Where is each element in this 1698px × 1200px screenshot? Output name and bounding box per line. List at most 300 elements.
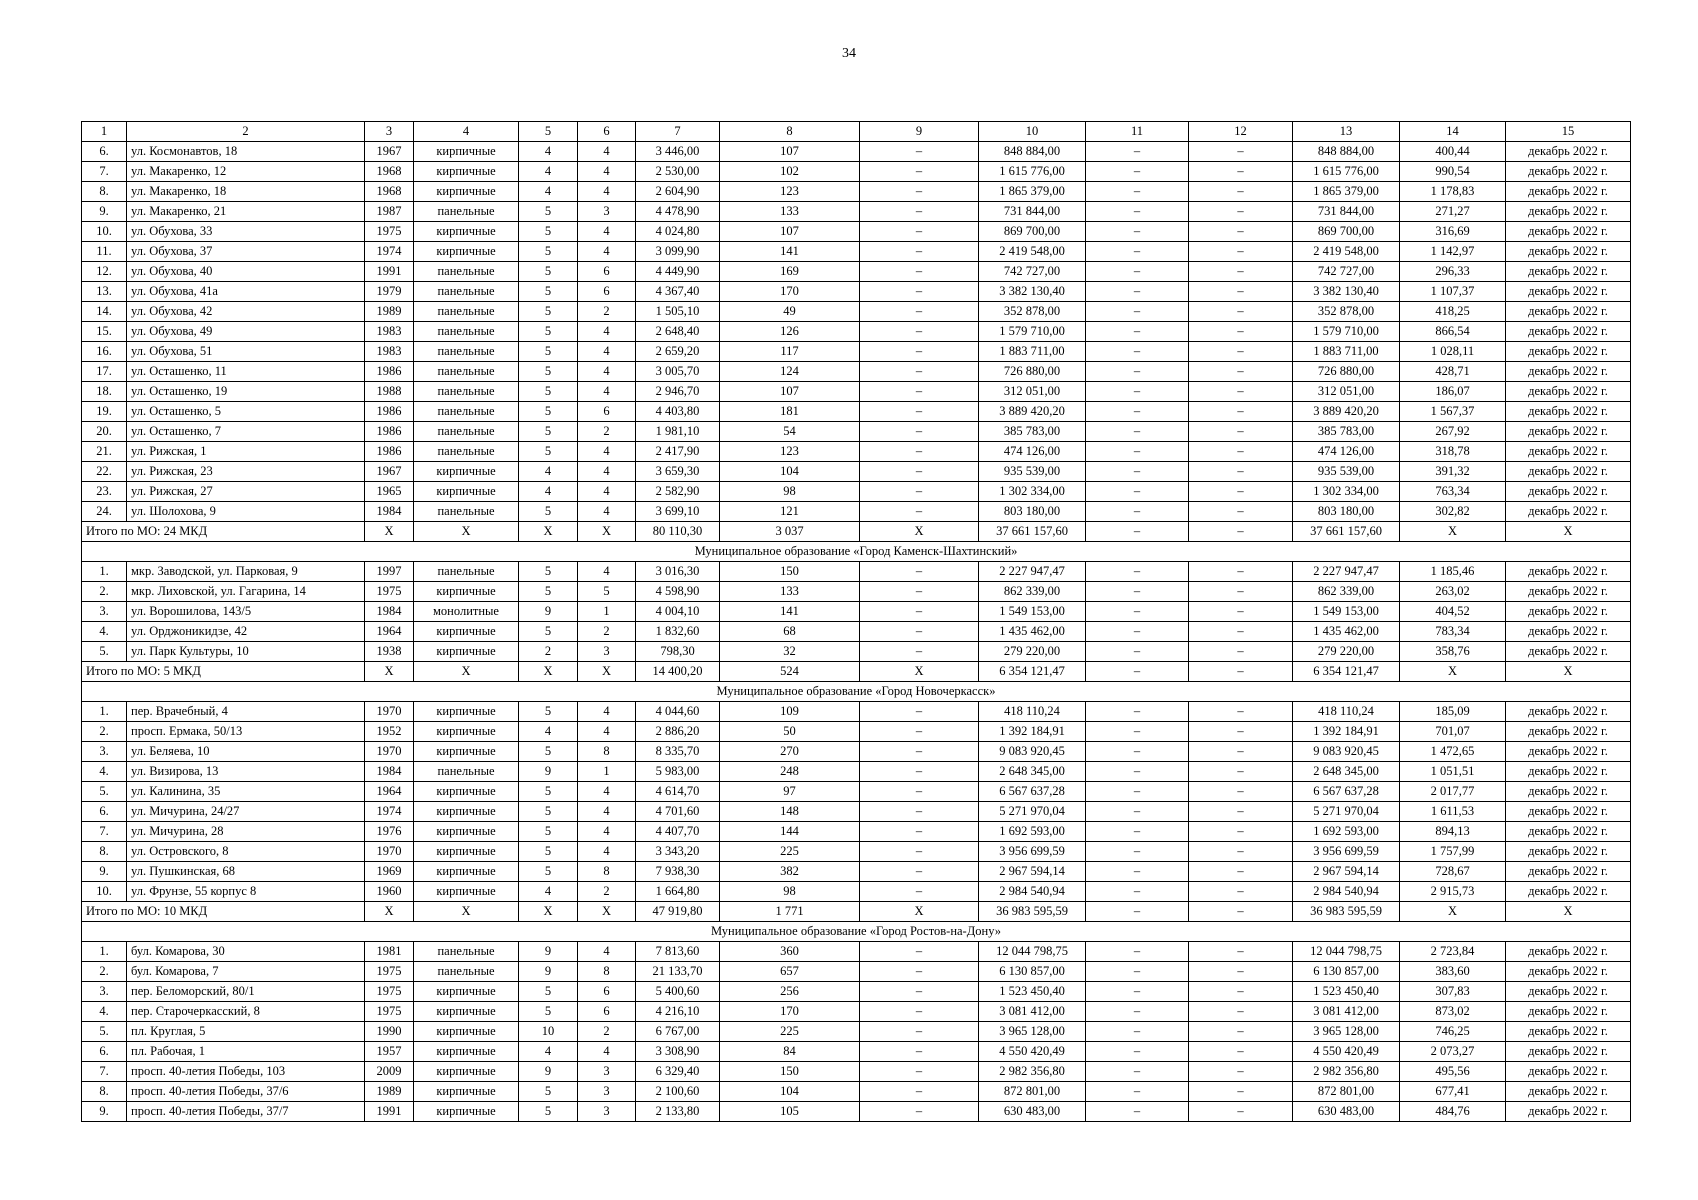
address-cell: ул. Орджоникидзе, 42 <box>127 622 365 642</box>
table-cell: 385 783,00 <box>1293 422 1400 442</box>
table-cell: – <box>1086 202 1189 222</box>
table-cell: – <box>860 322 979 342</box>
table-cell: 726 880,00 <box>979 362 1086 382</box>
table-cell: – <box>860 782 979 802</box>
table-cell: 1991 <box>365 1102 414 1122</box>
table-cell: – <box>1189 442 1293 462</box>
total-cell: – <box>1086 662 1189 682</box>
table-cell: – <box>860 822 979 842</box>
table-cell: 3 446,00 <box>636 142 720 162</box>
table-cell: 1938 <box>365 642 414 662</box>
table-cell: 4 <box>578 562 636 582</box>
column-number-cell: 11 <box>1086 122 1189 142</box>
table-cell: 1 472,65 <box>1400 742 1506 762</box>
table-cell: декабрь 2022 г. <box>1506 502 1631 522</box>
table-cell: 495,56 <box>1400 1062 1506 1082</box>
table-cell: панельные <box>414 262 519 282</box>
table-cell: – <box>860 202 979 222</box>
total-cell: 3 037 <box>720 522 860 542</box>
table-cell: 10. <box>82 222 127 242</box>
table-cell: 9 <box>519 602 578 622</box>
table-cell: 1 549 153,00 <box>979 602 1086 622</box>
table-row <box>82 462 1631 482</box>
total-cell: 6 354 121,47 <box>1293 662 1400 682</box>
table-cell: панельные <box>414 942 519 962</box>
column-number-row <box>82 122 1631 142</box>
table-cell: 126 <box>720 322 860 342</box>
column-number-cell: 1 <box>82 122 127 142</box>
table-row <box>82 1102 1631 1122</box>
table-cell: 1 142,97 <box>1400 242 1506 262</box>
total-cell: X <box>860 522 979 542</box>
table-cell: 1 579 710,00 <box>979 322 1086 342</box>
municipality-header-row <box>82 682 1631 702</box>
table-cell: 873,02 <box>1400 1002 1506 1022</box>
table-cell: 2 419 548,00 <box>1293 242 1400 262</box>
table-cell: 109 <box>720 702 860 722</box>
table-cell: 3 081 412,00 <box>979 1002 1086 1022</box>
table-cell: 1 615 776,00 <box>979 162 1086 182</box>
table-cell: 3 956 699,59 <box>1293 842 1400 862</box>
table-cell: 24. <box>82 502 127 522</box>
table-cell: 1 <box>578 602 636 622</box>
table-cell: 4 <box>578 242 636 262</box>
table-cell: 3 343,20 <box>636 842 720 862</box>
address-cell: ул. Обухова, 37 <box>127 242 365 262</box>
table-cell: 3 956 699,59 <box>979 842 1086 862</box>
table-row <box>82 762 1631 782</box>
table-cell: 1 981,10 <box>636 422 720 442</box>
table-cell: – <box>1086 222 1189 242</box>
table-cell: – <box>1189 462 1293 482</box>
table-cell: декабрь 2022 г. <box>1506 762 1631 782</box>
table-cell: – <box>1189 422 1293 442</box>
table-cell: 862 339,00 <box>979 582 1086 602</box>
table-cell: 2 227 947,47 <box>1293 562 1400 582</box>
table-cell: – <box>860 342 979 362</box>
table-cell: 7. <box>82 1062 127 1082</box>
table-cell: 763,34 <box>1400 482 1506 502</box>
table-cell: 4 <box>519 482 578 502</box>
table-cell: 1991 <box>365 262 414 282</box>
column-number-cell: 15 <box>1506 122 1631 142</box>
table-row <box>82 222 1631 242</box>
total-cell: 6 354 121,47 <box>979 662 1086 682</box>
table-cell: 358,76 <box>1400 642 1506 662</box>
table-cell: 3 659,30 <box>636 462 720 482</box>
total-cell: X <box>1400 902 1506 922</box>
address-cell: ул. Космонавтов, 18 <box>127 142 365 162</box>
table-cell: – <box>1086 302 1189 322</box>
table-cell: 3 005,70 <box>636 362 720 382</box>
table-cell: 1 028,11 <box>1400 342 1506 362</box>
table-cell: 5 <box>519 562 578 582</box>
table-cell: 1968 <box>365 182 414 202</box>
table-cell: 3 308,90 <box>636 1042 720 1062</box>
table-cell: декабрь 2022 г. <box>1506 802 1631 822</box>
table-cell: 1975 <box>365 222 414 242</box>
table-cell: 2 982 356,80 <box>1293 1062 1400 1082</box>
table-cell: 169 <box>720 262 860 282</box>
table-cell: – <box>1086 582 1189 602</box>
table-cell: 4 <box>578 842 636 862</box>
address-cell: ул. Ворошилова, 143/5 <box>127 602 365 622</box>
address-cell: ул. Осташенко, 19 <box>127 382 365 402</box>
table-cell: 4 <box>519 462 578 482</box>
table-cell: 5. <box>82 1022 127 1042</box>
table-cell: 6. <box>82 1042 127 1062</box>
table-cell: 21 133,70 <box>636 962 720 982</box>
housing-repair-table <box>81 121 1631 1122</box>
table-cell: 484,76 <box>1400 1102 1506 1122</box>
table-cell: 1967 <box>365 142 414 162</box>
table-cell: 5 <box>519 782 578 802</box>
municipality-title: Муниципальное образование «Город Ростов-на-Дону» <box>82 922 1631 942</box>
table-cell: 3 <box>578 1062 636 1082</box>
table-cell: 1 692 593,00 <box>979 822 1086 842</box>
table-cell: панельные <box>414 202 519 222</box>
table-cell: 2 <box>578 622 636 642</box>
table-cell: 3 382 130,40 <box>979 282 1086 302</box>
table-cell: декабрь 2022 г. <box>1506 142 1631 162</box>
table-cell: 1 435 462,00 <box>1293 622 1400 642</box>
table-cell: декабрь 2022 г. <box>1506 422 1631 442</box>
table-cell: 990,54 <box>1400 162 1506 182</box>
table-cell: 2. <box>82 722 127 742</box>
table-cell: 4 024,80 <box>636 222 720 242</box>
table-row <box>82 1022 1631 1042</box>
table-cell: 1 611,53 <box>1400 802 1506 822</box>
table-cell: 5 <box>519 502 578 522</box>
table-row <box>82 1042 1631 1062</box>
table-cell: 783,34 <box>1400 622 1506 642</box>
table-cell: 360 <box>720 942 860 962</box>
table-cell: – <box>1086 642 1189 662</box>
table-cell: панельные <box>414 422 519 442</box>
table-cell: 7. <box>82 162 127 182</box>
table-cell: 1 302 334,00 <box>1293 482 1400 502</box>
table-cell: кирпичные <box>414 582 519 602</box>
table-cell: кирпичные <box>414 462 519 482</box>
table-cell: 1984 <box>365 502 414 522</box>
table-cell: – <box>1086 162 1189 182</box>
table-cell: 8 <box>578 962 636 982</box>
municipality-title: Муниципальное образование «Город Новочеркасск» <box>82 682 1631 702</box>
column-number-cell: 12 <box>1189 122 1293 142</box>
table-cell: 2 <box>578 422 636 442</box>
total-cell: X <box>1506 902 1631 922</box>
table-cell: – <box>1086 1022 1189 1042</box>
table-cell: декабрь 2022 г. <box>1506 962 1631 982</box>
table-cell: кирпичные <box>414 702 519 722</box>
address-cell: мкр. Заводской, ул. Парковая, 9 <box>127 562 365 582</box>
table-cell: панельные <box>414 282 519 302</box>
column-number-cell: 8 <box>720 122 860 142</box>
table-cell: 1975 <box>365 1002 414 1022</box>
table-cell: – <box>860 882 979 902</box>
table-cell: 124 <box>720 362 860 382</box>
table-cell: – <box>1189 1022 1293 1042</box>
table-cell: 3 081 412,00 <box>1293 1002 1400 1022</box>
table-cell: – <box>860 282 979 302</box>
table-cell: 742 727,00 <box>1293 262 1400 282</box>
table-cell: – <box>860 382 979 402</box>
table-cell: – <box>1189 322 1293 342</box>
table-cell: 4 <box>578 222 636 242</box>
table-cell: 14. <box>82 302 127 322</box>
table-cell: – <box>860 422 979 442</box>
table-cell: – <box>860 582 979 602</box>
table-cell: 107 <box>720 382 860 402</box>
table-cell: 731 844,00 <box>979 202 1086 222</box>
total-cell: 47 919,80 <box>636 902 720 922</box>
table-row <box>82 962 1631 982</box>
table-cell: 862 339,00 <box>1293 582 1400 602</box>
total-cell: – <box>1189 522 1293 542</box>
table-cell: декабрь 2022 г. <box>1506 982 1631 1002</box>
table-cell: 872 801,00 <box>1293 1082 1400 1102</box>
table-cell: – <box>860 222 979 242</box>
column-number-cell: 14 <box>1400 122 1506 142</box>
table-cell: – <box>1086 482 1189 502</box>
table-cell: декабрь 2022 г. <box>1506 302 1631 322</box>
total-cell: 524 <box>720 662 860 682</box>
address-cell: пл. Рабочая, 1 <box>127 1042 365 1062</box>
table-cell: 9 <box>519 1062 578 1082</box>
table-cell: 869 700,00 <box>1293 222 1400 242</box>
table-cell: 318,78 <box>1400 442 1506 462</box>
table-cell: декабрь 2022 г. <box>1506 222 1631 242</box>
table-cell: 7 938,30 <box>636 862 720 882</box>
table-cell: декабрь 2022 г. <box>1506 782 1631 802</box>
table-cell: 8. <box>82 842 127 862</box>
address-cell: пл. Круглая, 5 <box>127 1022 365 1042</box>
table-cell: 4. <box>82 1002 127 1022</box>
table-cell: 2 946,70 <box>636 382 720 402</box>
table-cell: 5 <box>519 1002 578 1022</box>
table-cell: 302,82 <box>1400 502 1506 522</box>
total-cell: X <box>578 662 636 682</box>
table-cell: 49 <box>720 302 860 322</box>
total-cell: 36 983 595,59 <box>1293 902 1400 922</box>
total-cell: 37 661 157,60 <box>1293 522 1400 542</box>
table-cell: 1. <box>82 702 127 722</box>
table-cell: 2 915,73 <box>1400 882 1506 902</box>
table-cell: 3 099,90 <box>636 242 720 262</box>
table-cell: кирпичные <box>414 722 519 742</box>
table-cell: – <box>1086 442 1189 462</box>
total-cell: – <box>1189 902 1293 922</box>
table-cell: 1997 <box>365 562 414 582</box>
table-cell: кирпичные <box>414 642 519 662</box>
table-cell: 677,41 <box>1400 1082 1506 1102</box>
total-cell: – <box>1189 662 1293 682</box>
table-cell: декабрь 2022 г. <box>1506 482 1631 502</box>
table-row <box>82 702 1631 722</box>
table-cell: 1 664,80 <box>636 882 720 902</box>
table-cell: кирпичные <box>414 802 519 822</box>
table-cell: 9. <box>82 862 127 882</box>
total-cell: X <box>365 902 414 922</box>
column-number-cell: 2 <box>127 122 365 142</box>
total-cell: X <box>414 662 519 682</box>
table-cell: – <box>1086 762 1189 782</box>
total-cell: 14 400,20 <box>636 662 720 682</box>
table-cell: 5 <box>519 442 578 462</box>
table-cell: – <box>860 622 979 642</box>
table-cell: 312 051,00 <box>979 382 1086 402</box>
table-cell: 798,30 <box>636 642 720 662</box>
table-cell: 123 <box>720 442 860 462</box>
table-cell: 170 <box>720 282 860 302</box>
address-cell: бул. Комарова, 7 <box>127 962 365 982</box>
table-cell: 1986 <box>365 422 414 442</box>
table-cell: декабрь 2022 г. <box>1506 562 1631 582</box>
table-row <box>82 302 1631 322</box>
table-cell: 1 883 711,00 <box>979 342 1086 362</box>
table-cell: 630 483,00 <box>979 1102 1086 1122</box>
table-cell: 3 699,10 <box>636 502 720 522</box>
table-cell: 104 <box>720 1082 860 1102</box>
table-cell: 102 <box>720 162 860 182</box>
table-cell: панельные <box>414 382 519 402</box>
table-cell: декабрь 2022 г. <box>1506 642 1631 662</box>
table-cell: панельные <box>414 302 519 322</box>
table-cell: 1989 <box>365 302 414 322</box>
table-cell: панельные <box>414 362 519 382</box>
table-cell: 6 767,00 <box>636 1022 720 1042</box>
table-cell: 4. <box>82 622 127 642</box>
table-cell: – <box>860 1042 979 1062</box>
total-label: Итого по МО: 5 МКД <box>82 662 365 682</box>
table-cell: 4 403,80 <box>636 402 720 422</box>
table-cell: 5 <box>519 262 578 282</box>
table-cell: 385 783,00 <box>979 422 1086 442</box>
table-cell: – <box>860 302 979 322</box>
table-cell: 4 <box>519 162 578 182</box>
table-cell: 104 <box>720 462 860 482</box>
table-cell: 8 <box>578 862 636 882</box>
table-cell: 1 549 153,00 <box>1293 602 1400 622</box>
table-cell: 1 567,37 <box>1400 402 1506 422</box>
table-row <box>82 742 1631 762</box>
table-cell: 4 <box>578 802 636 822</box>
table-cell: – <box>1189 382 1293 402</box>
municipality-title: Муниципальное образование «Город Каменск-Шахтинский» <box>82 542 1631 562</box>
table-cell: кирпичные <box>414 1062 519 1082</box>
total-row <box>82 522 1631 542</box>
table-cell: декабрь 2022 г. <box>1506 1082 1631 1102</box>
table-cell: 4 <box>578 722 636 742</box>
table-cell: – <box>860 1102 979 1122</box>
table-cell: 418 110,24 <box>979 702 1086 722</box>
table-cell: – <box>1189 282 1293 302</box>
table-cell: – <box>1189 942 1293 962</box>
table-cell: 5 <box>519 742 578 762</box>
table-cell: – <box>1086 142 1189 162</box>
table-cell: – <box>860 482 979 502</box>
table-cell: 2 419 548,00 <box>979 242 1086 262</box>
table-cell: 2 967 594,14 <box>1293 862 1400 882</box>
table-cell: 4 004,10 <box>636 602 720 622</box>
table-cell: 20. <box>82 422 127 442</box>
table-cell: 15. <box>82 322 127 342</box>
table-cell: 54 <box>720 422 860 442</box>
table-cell: декабрь 2022 г. <box>1506 402 1631 422</box>
table-cell: 133 <box>720 202 860 222</box>
total-row <box>82 902 1631 922</box>
table-cell: кирпичные <box>414 1082 519 1102</box>
table-cell: 9 083 920,45 <box>1293 742 1400 762</box>
table-cell: декабрь 2022 г. <box>1506 342 1631 362</box>
table-cell: 7 813,60 <box>636 942 720 962</box>
table-row <box>82 782 1631 802</box>
table-cell: 2. <box>82 582 127 602</box>
table-cell: 4 <box>578 822 636 842</box>
table-cell: 1990 <box>365 1022 414 1042</box>
table-cell: 1. <box>82 562 127 582</box>
table-cell: – <box>860 602 979 622</box>
table-cell: 1 505,10 <box>636 302 720 322</box>
table-cell: 9 <box>519 962 578 982</box>
table-cell: панельные <box>414 762 519 782</box>
table-row <box>82 362 1631 382</box>
table-cell: 11. <box>82 242 127 262</box>
table-cell: 123 <box>720 182 860 202</box>
table-cell: 5 <box>519 302 578 322</box>
table-cell: 2 <box>578 1022 636 1042</box>
table-cell: 1988 <box>365 382 414 402</box>
table-cell: 728,67 <box>1400 862 1506 882</box>
table-cell: – <box>860 742 979 762</box>
table-cell: 5 <box>519 222 578 242</box>
address-cell: ул. Шолохова, 9 <box>127 502 365 522</box>
table-cell: 848 884,00 <box>1293 142 1400 162</box>
table-cell: – <box>1189 1042 1293 1062</box>
address-cell: просп. 40-летия Победы, 37/7 <box>127 1102 365 1122</box>
table-cell: 1969 <box>365 862 414 882</box>
table-cell: 4 550 420,49 <box>1293 1042 1400 1062</box>
table-cell: – <box>1189 562 1293 582</box>
table-cell: 296,33 <box>1400 262 1506 282</box>
table-cell: 3 382 130,40 <box>1293 282 1400 302</box>
table-cell: 4 367,40 <box>636 282 720 302</box>
table-cell: 185,09 <box>1400 702 1506 722</box>
table-cell: 4 <box>578 482 636 502</box>
table-cell: – <box>1086 702 1189 722</box>
table-cell: 803 180,00 <box>1293 502 1400 522</box>
table-cell: 1964 <box>365 622 414 642</box>
table-cell: 18. <box>82 382 127 402</box>
table-cell: 2 648,40 <box>636 322 720 342</box>
table-cell: кирпичные <box>414 882 519 902</box>
table-cell: 726 880,00 <box>1293 362 1400 382</box>
address-cell: ул. Обухова, 40 <box>127 262 365 282</box>
table-cell: панельные <box>414 562 519 582</box>
table-cell: – <box>1086 982 1189 1002</box>
address-cell: ул. Визирова, 13 <box>127 762 365 782</box>
table-cell: 5 <box>519 702 578 722</box>
table-cell: 352 878,00 <box>979 302 1086 322</box>
table-cell: – <box>1189 182 1293 202</box>
table-cell: 2 417,90 <box>636 442 720 462</box>
table-row <box>82 602 1631 622</box>
table-cell: 4 <box>519 182 578 202</box>
table-cell: – <box>1086 422 1189 442</box>
table-cell: 5 <box>519 1102 578 1122</box>
table-cell: декабрь 2022 г. <box>1506 162 1631 182</box>
table-cell: – <box>1086 322 1189 342</box>
